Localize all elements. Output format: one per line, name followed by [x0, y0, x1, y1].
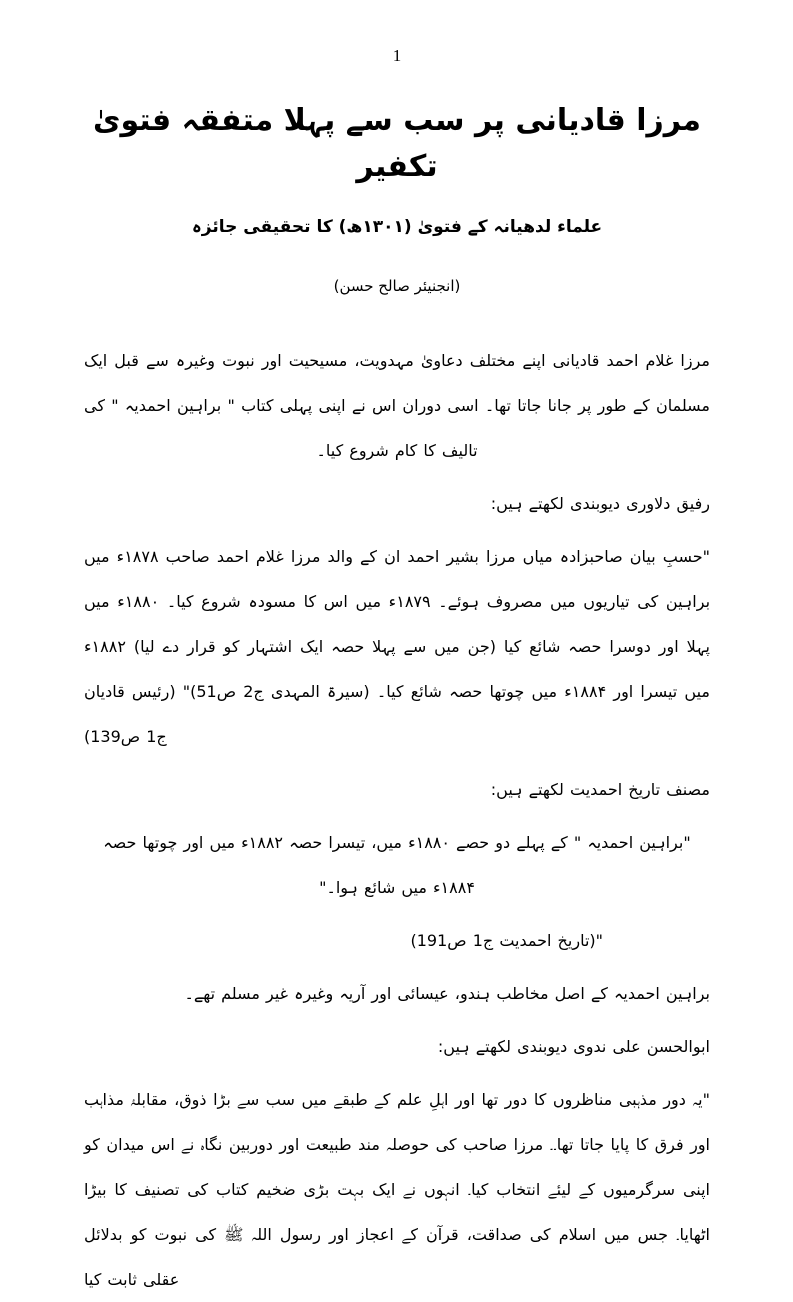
heading-rafiq-dilawari: رفیق دلاوری دیوبندی لکھتے ہیں: [490, 494, 710, 513]
page-number: 1 [392, 46, 402, 65]
quote-rafiq-dilawari: "حسبِ بیان صاحبزادہ میاں مرزا بشیر احمد ان کے والد مرزا غلام احمد صاحب ۱۸۷۸ء میں براہین کی تیاریوں میں مصروف ہوئے۔ ۱۸۷۹ء میں اس کا مسودہ شروع کیا۔ ۱۸۸۰ء میں پہلا اور دوسرا حصہ شائع کیا (جن میں سے پہلا حصہ ایک اشتہار کو قرار دے لیا) ۱۸۸۲ء میں تیسرا اور ۱۸۸۴ء میں چوتھا حصہ شائع کیا۔ (سیرۃ المہدی ج2 ص51)" (رئیس قادیان ج1 ص139) [84, 547, 711, 746]
document-subtitle: علماء لدھیانہ کے فتویٰ (۱۳۰۱ھ) کا تحقیقی جائزہ [191, 217, 603, 237]
author-line: (انجنیئر صالح حسن) [333, 277, 461, 295]
document-title: مرزا قادیانی پر سب سے پہلا متفقہ فتویٰ تکفیر [92, 103, 701, 184]
paragraph-intro: مرزا غلام احمد قادیانی اپنے مختلف دعاویٰ مہدویت، مسیحیت اور نبوت وغیرہ سے قبل ایک مسلمان کے طور پر جانا جاتا تھا۔ اسی دوران اس نے اپنی پہلی کتاب " براہین احمدیہ " کی تالیف کا کام شروع کیا۔ [84, 351, 710, 460]
heading-tarikh-ahmadiyyat: مصنف تاریخ احمدیت لکھتے ہیں: [490, 780, 710, 799]
quote-abul-hasan-nadvi: "یہ دور مذہبی مناظروں کا دور تھا اور اہلِ علم کے طبقے میں سب سے بڑا ذوق، مقابلۂ مذاہب اور فرق کا پایا جاتا تھا۔۔ مرزا صاحب کی حوصلہ مند طبیعت اور دوربین نگاہ نے اس میدان کو اپنی سرگرمیوں کے لیئے انتخاب کیا۔ انہوں نے ایک بہت بڑی ضخیم کتاب کی تصنیف کا بیڑا اٹھایا۔ جس میں اسلام کی صداقت، قرآن کے اعجاز اور رسول اللہ ﷺ کی نبوت کو بدلائل عقلی ثابت کیا [84, 1090, 710, 1289]
reference-tarikh-ahmadiyyat: "(تاریخ احمدیت ج1 ص191) [410, 931, 603, 950]
heading-abul-hasan-nadvi: ابوالحسن علی ندوی دیوبندی لکھتے ہیں: [437, 1037, 710, 1056]
paragraph-barahin-audience: براہین احمدیہ کے اصل مخاطب ہندو، عیسائی اور آریہ وغیرہ غیر مسلم تھے۔ [184, 984, 710, 1003]
quote-tarikh-ahmadiyyat: "براہین احمدیہ " کے پہلے دو حصے ۱۸۸۰ء میں، تیسرا حصہ ۱۸۸۲ء میں اور چوتھا حصہ ۱۸۸۴ء میں شائع ہوا۔" [103, 833, 691, 897]
